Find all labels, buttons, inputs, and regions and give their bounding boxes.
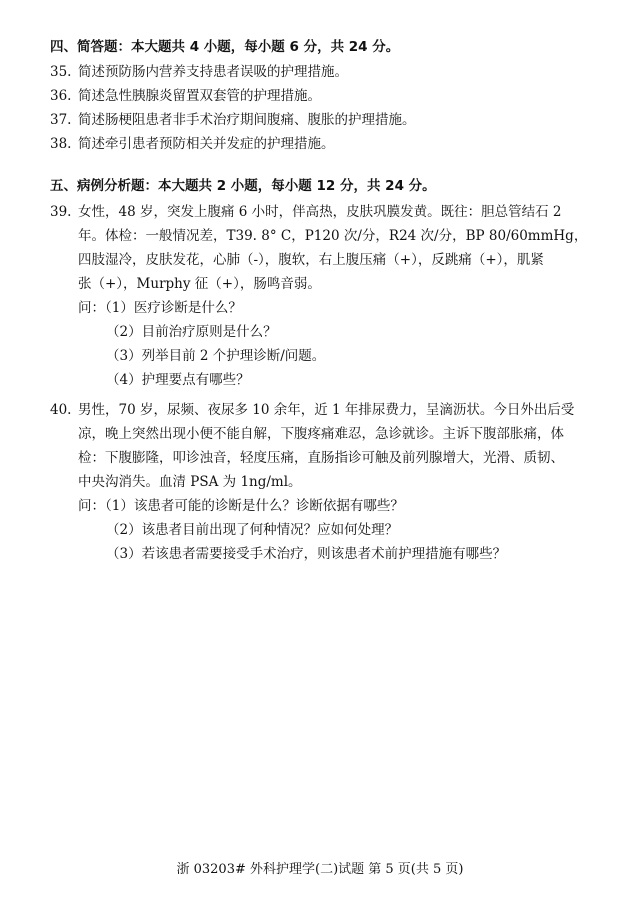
question-39-ask-2: （2）目前治疗原则是什么？ xyxy=(106,324,277,340)
question-text: 简述急性胰腺炎留置双套管的护理措施。 xyxy=(78,88,321,104)
question-number: 37. xyxy=(50,112,72,128)
question-39-ask-3: （3）列举目前 2 个护理诊断/问题。 xyxy=(106,348,326,364)
case-text: 女性，48 岁，突发上腹痛 6 小时，伴高热，皮肤巩膜发黄。既往：胆总管结石 2 xyxy=(78,204,562,220)
question-39-ask-4: （4）护理要点有哪些？ xyxy=(106,372,250,388)
question-text: 简述肠梗阻患者非手术治疗期间腹痛、腹胀的护理措施。 xyxy=(78,112,416,128)
question-40-ask-2: （2）该患者目前出现了何种情况？应如何处理？ xyxy=(106,522,399,538)
ask-text: （1）该患者可能的诊断是什么？诊断依据有哪些？ xyxy=(105,498,404,514)
page-footer: 浙 03203# 外科护理学(二)试题 第 5 页(共 5 页) xyxy=(176,862,464,877)
question-37 xyxy=(50,108,416,128)
question-39-line-1 xyxy=(50,200,562,220)
ask-text: （1）医疗诊断是什么？ xyxy=(105,300,242,316)
ask-label: 问： xyxy=(78,498,105,514)
question-38 xyxy=(50,132,335,152)
question-40-line-2: 凉，晚上突然出现小便不能自解，下腹疼痛难忍，急诊就诊。主诉下腹部胀痛，体 xyxy=(78,426,564,442)
section-4-title: 四、简答题：本大题共 4 小题，每小题 6 分，共 24 分。 xyxy=(50,39,400,55)
section-5-title: 五、病例分析题：本大题共 2 小题，每小题 12 分，共 24 分。 xyxy=(50,178,436,194)
question-39-line-3: 四肢湿冷，皮肤发花，心肺（-），腹软，右上腹压痛（+），反跳痛（+），肌紧 xyxy=(78,252,544,268)
question-40-line-3: 检：下腹膨隆，叩诊浊音，轻度压痛，直肠指诊可触及前列腺增大，光滑、质韧、 xyxy=(78,450,564,466)
question-39-ask-1 xyxy=(78,296,242,316)
question-36 xyxy=(50,84,321,104)
question-number: 38. xyxy=(50,136,72,152)
question-number: 35. xyxy=(50,64,72,80)
question-40-line-1 xyxy=(50,398,574,418)
ask-label: 问： xyxy=(78,300,105,316)
question-text: 简述预防肠内营养支持患者误吸的护理措施。 xyxy=(78,64,348,80)
question-number: 36. xyxy=(50,88,72,104)
question-39-line-4: 张（+），Murphy 征（+），肠鸣音弱。 xyxy=(78,276,321,292)
question-number: 39. xyxy=(50,204,72,220)
case-text: 男性，70 岁，尿频、夜尿多 10 余年，近 1 年排尿费力，呈滴沥状。今日外出后受 xyxy=(78,402,575,418)
question-39-line-2: 年。体检：一般情况差，T39. 8° C，P120 次/分，R24 次/分，BP 80/60mmHg， xyxy=(78,228,588,244)
question-40-ask-3: （3）若该患者需要接受手术治疗，则该患者术前护理措施有哪些？ xyxy=(106,546,507,562)
question-40-line-4: 中央沟消失。血清 PSA 为 1ng/ml。 xyxy=(78,474,302,490)
question-35 xyxy=(50,60,348,80)
question-40-ask-1 xyxy=(78,494,404,514)
question-text: 简述牵引患者预防相关并发症的护理措施。 xyxy=(78,136,335,152)
question-number: 40. xyxy=(50,402,72,418)
